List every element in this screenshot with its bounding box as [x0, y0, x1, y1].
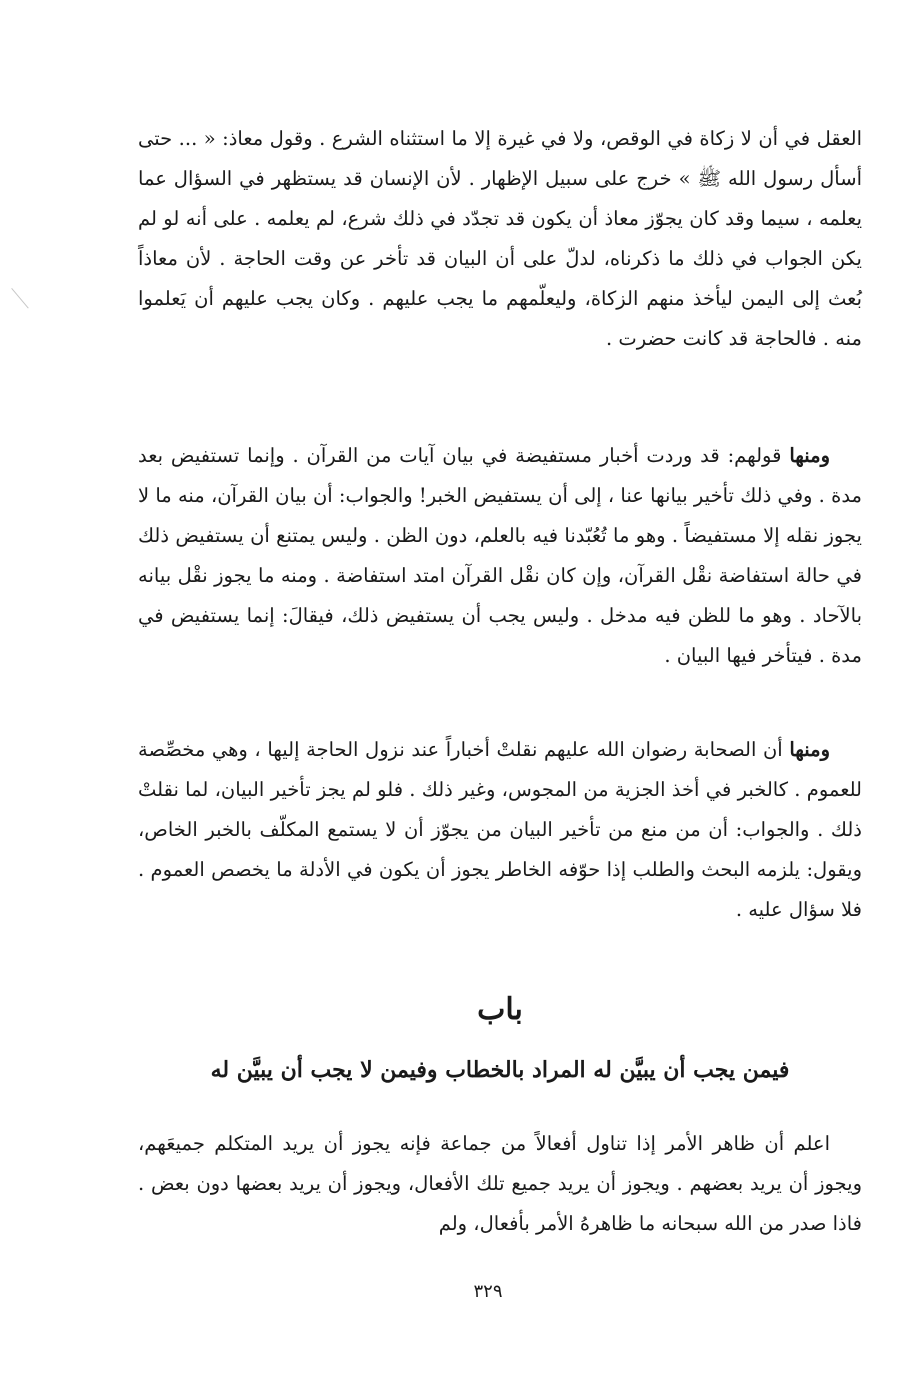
paragraph-1	[138, 119, 862, 359]
paragraph-3-text: أن الصحابة رضوان الله عليهم نقلتْ أخباراً عند نزول الحاجة إليها ، وهي مخصِّصة للعموم . كالخبر في أخذ الجزية من المجوس، وغير ذلك . فلو لم يجز تأخير البيان، لما نقلتْ ذلك . والجواب: أن من منع من تأخير البيان من يجوّز أن لا يستمع المكلّف بالخبر الخاص، ويقول: يلزمه البحث والطلب إذا حوّفه الخاطر يجوز أن يكون في الأدلة ما يخصص العموم . فلا سؤال عليه .	[138, 738, 862, 921]
paragraph-4-text: اعلم أن ظاهر الأمر إذا تناول أفعالاً من جماعة فإنه يجوز أن يريد المتكلم جميعَهم، ويجوز أن يريد بعضهم . ويجوز أن يريد جميع تلك الأفعال، ويجوز أن يريد بعضها دون بعض . فاذا صدر من الله سبحانه ما ظاهرهُ الأمر بأفعال، ولم	[138, 1132, 862, 1235]
paragraph-2-lead: ومنها	[789, 444, 830, 467]
chapter-title: فيمن يجب أن يبيَّن له المراد بالخطاب وفيمن لا يجب أن يبيَّن له	[210, 1057, 790, 1083]
paragraph-2	[138, 436, 862, 676]
page-edge-mark	[11, 288, 28, 309]
paragraph-1-text: العقل في أن لا زكاة في الوقص، ولا في غيرة إلا ما استثناه الشرع . وقول معاذ: « ... حتى أسأل رسول الله ﷺ » خرج على سبيل الإظهار . لأن الإنسان قد يستظهر في السؤال عما يعلمه ، سيما وقد كان يجوّز معاذ أن يكون قد تجدّد في ذلك شرع، لم يعلمه . على أنه لو لم يكن الجواب في ذلك ما ذكرناه، لدلّ على أن البيان قد تأخر عن وقت الحاجة . لأن معاذاً بُعث إلى اليمن ليأخذ منهم الزكاة، وليعلّمهم ما يجب عليهم . وكان يجب عليهم أن يَعلموا منه . فالحاجة قد كانت حضرت .	[138, 127, 862, 350]
paragraph-2-text: قولهم: قد وردت أخبار مستفيضة في بيان آيات من القرآن . وإنما تستفيض بعد مدة . وفي ذلك تأخير بيانها عنا ، إلى أن يستفيض الخبر! والجواب: أن بيان القرآن، منه ما لا يجوز نقله إلا مستفيضاً . وهو ما تُعُبّدنا فيه بالعلم، دون الظن . وليس يمتنع أن يستفيض ذلك في حالة استفاضة نقْل القرآن، وإن كان نقْل القرآن امتد استفاضة . ومنه ما يجوز نقْل بيانه بالآحاد . وهو ما للظن فيه مدخل . وليس يجب أن يستفيض ذلك، فيقالَ: إنما يستفيض في مدة . فيتأخر فيها البيان .	[138, 444, 862, 667]
paragraph-4	[138, 1124, 862, 1244]
paragraph-3	[138, 730, 862, 930]
chapter-heading: باب	[477, 992, 523, 1027]
page-number: ٣٢٩	[473, 1281, 503, 1302]
paragraph-3-lead: ومنها	[789, 738, 830, 761]
